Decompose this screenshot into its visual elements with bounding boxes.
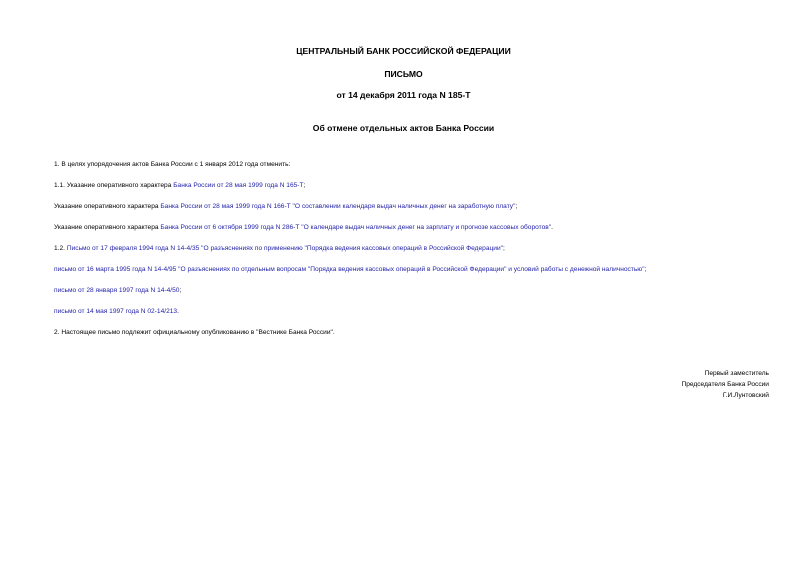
paragraph-97a-suffix: ; <box>179 287 182 294</box>
paragraph-1-2-prefix: 1.2. <box>54 245 67 252</box>
link-pismo-14-4-35[interactable]: Письмо от 17 февраля 1994 года N 14-4/35 "О разъяснениях по применению "Порядка ведения кассовых операций в Российской Федерации" <box>66 245 504 252</box>
link-pismo-02-14-213[interactable]: письмо от 14 мая 1997 года N 02-14/213 <box>54 308 178 315</box>
paragraph-pismo-14-4-50 <box>54 287 181 294</box>
paragraph-1: 1. В целях упорядочения актов Банка России с 1 января 2012 года отменить: <box>54 161 291 168</box>
paragraph-166t-suffix: ; <box>515 203 518 210</box>
signature-position: Председателя Банка России <box>681 381 769 388</box>
link-pismo-14-4-50[interactable]: письмо от 28 января 1997 года N 14-4/50 <box>54 287 180 294</box>
paragraph-2: 2. Настоящее письмо подлежит официальному опубликованию в "Вестнике Банка России". <box>54 329 335 336</box>
paragraph-286t-prefix: Указание оперативного характера <box>54 224 161 231</box>
signature-title: Первый заместитель <box>704 370 769 377</box>
document-type: ПИСЬМО <box>384 69 423 79</box>
paragraph-1-2 <box>54 245 505 252</box>
paragraph-1-1 <box>54 182 305 189</box>
document-date-number: от 14 декабря 2011 года N 185-Т <box>336 90 471 100</box>
paragraph-pismo-14-4-95 <box>54 266 646 273</box>
paragraph-pismo-02-14-213 <box>54 308 179 315</box>
paragraph-1-2-suffix: ; <box>503 245 505 252</box>
organization-title: ЦЕНТРАЛЬНЫЙ БАНК РОССИЙСКОЙ ФЕДЕРАЦИИ <box>296 46 511 56</box>
link-ukazanie-166t[interactable]: Банка России от 28 мая 1999 года N 166-Т "О составлении календаря выдач наличных денег на заработную плату" <box>160 203 516 210</box>
paragraph-95-suffix: ; <box>644 266 647 273</box>
paragraph-166t-prefix: Указание оперативного характера <box>54 203 161 210</box>
link-pismo-14-4-95[interactable]: письмо от 16 марта 1995 года N 14-4/95 "О разъяснениях по отдельным вопросам "Порядка ведения кассовых операций в Российской Федерации" и условий работы с денежной наличностью" <box>54 266 645 273</box>
link-ukazanie-286t[interactable]: Банка России от 6 октября 1999 года N 286-Т "О календаре выдач наличных денег на зарплату и прогнозе кассовых оборотов" <box>160 224 552 231</box>
signature-name: Г.И.Лунтовский <box>722 392 769 399</box>
link-ukazanie-165t[interactable]: Банка России от 28 мая 1999 года N 165-Т <box>173 182 304 189</box>
paragraph-ukazanie-286t <box>54 224 553 231</box>
document-subject: Об отмене отдельных актов Банка России <box>312 123 495 133</box>
paragraph-1-1-prefix: 1.1. Указание оперативного характера <box>54 182 174 189</box>
paragraph-1-1-suffix: ; <box>303 182 306 189</box>
paragraph-97b-suffix: . <box>177 308 179 315</box>
paragraph-286t-suffix: . <box>551 224 553 231</box>
paragraph-ukazanie-166t <box>54 203 517 210</box>
